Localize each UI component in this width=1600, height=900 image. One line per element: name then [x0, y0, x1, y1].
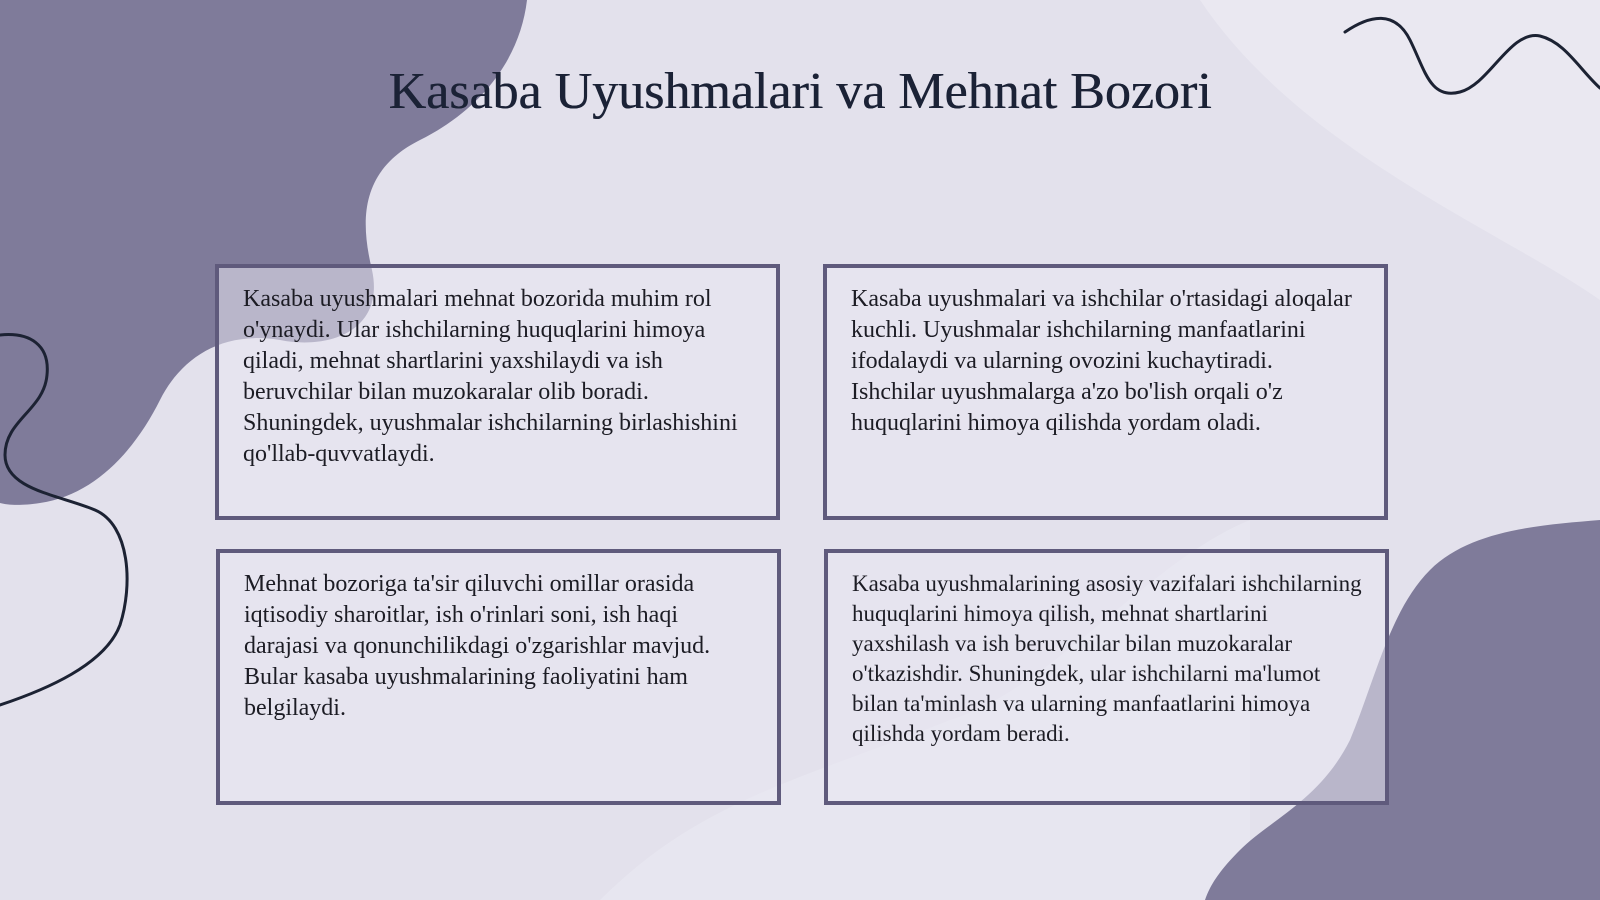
slide-title: Kasaba Uyushmalari va Mehnat Bozori: [388, 63, 1212, 120]
card-text: Kasaba uyushmalarining asosiy vazifalari ishchilarning huquqlarini himoya qilish, mehnat shartlarini yaxshilash va ish beruvchilar bilan muzokaralar o'tkazishdir. Shuningdek, ular ishchilarni ma'lumot bilan ta'minlash va ularning manfaatlarini himoya qilishda yordam beradi.: [852, 571, 1362, 746]
card-text: Kasaba uyushmalari mehnat bozorida muhim rol o'ynaydi. Ular ishchilarning huquqlarini himoya qiladi, mehnat shartlarini yaxshilaydi va ish beruvchilar bilan muzokaralar olib boradi. Shuningdek, uyushmalar ishchilarning birlashishini qo'llab-quvvatlaydi.: [243, 286, 738, 467]
text-card: [823, 264, 1388, 520]
background-light-wave: [1200, 0, 1600, 300]
text-card: [216, 549, 781, 805]
text-card: [215, 264, 780, 520]
card-text: Kasaba uyushmalari va ishchilar o'rtasidagi aloqalar kuchli. Uyushmalar ishchilarning manfaatlarini ifodalaydi va ularning ovozini kuchaytiradi. Ishchilar uyushmalarga a'zo bo'lish orqali o'z huquqlarini himoya qilishda yordam oladi.: [851, 286, 1352, 436]
text-card: [824, 549, 1389, 805]
card-text: Mehnat bozoriga ta'sir qiluvchi omillar orasida iqtisodiy sharoitlar, ish o'rinlari soni, ish haqi darajasi va qonunchilikdagi o'zgarishlar mavjud. Bular kasaba uyushmalarining faoliyatini ham belgilaydi.: [244, 571, 711, 721]
